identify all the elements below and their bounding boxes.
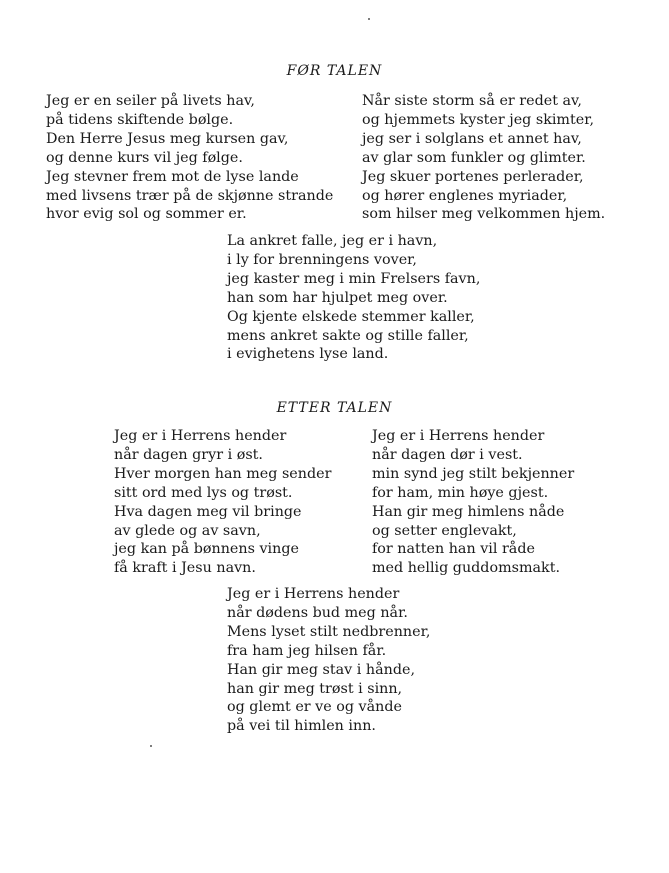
poem-line: og glemt er ve og vånde: [227, 699, 402, 716]
poem-line: han gir meg trøst i sinn,: [227, 680, 403, 697]
heading-etter-talen: ETTER TALEN: [276, 400, 393, 416]
poem-line: Hva dagen meg vil bringe: [114, 503, 302, 520]
poem-line: som hilser meg velkommen hjem.: [362, 206, 606, 223]
poem-line: jeg kan på bønnens vinge: [114, 541, 299, 558]
poem-line: fra ham jeg hilsen får.: [227, 642, 387, 659]
poem-line: av glede og av savn,: [114, 522, 261, 539]
poem-line: hvor evig sol og sommer er.: [46, 206, 247, 223]
poem-line: og hører englenes myriader,: [362, 187, 568, 204]
stanza-for-talen-3: [227, 232, 480, 364]
poem-line: Jeg er i Herrens hender: [227, 586, 400, 602]
paper-speck: [150, 745, 152, 747]
poem-line: Mens lyset stilt nedbrenner,: [227, 623, 431, 640]
poem-line: min synd jeg stilt bekjenner: [372, 465, 575, 482]
stanza-etter-talen-3: [227, 585, 430, 736]
paper-speck: [368, 18, 370, 20]
poem-line: Jeg stevner frem mot de lyse lande: [46, 168, 299, 185]
poem-line: på vei til himlen inn.: [227, 718, 376, 735]
poem-line: og setter englevakt,: [372, 522, 517, 539]
poem-line: Jeg skuer portenes perlerader,: [362, 168, 584, 185]
poem-line: med hellig guddomsmakt.: [372, 560, 560, 577]
stanza-etter-talen-2: [372, 427, 574, 578]
stanza-etter-talen-1: [114, 427, 331, 578]
poem-line: når dagen gryr i øst.: [114, 446, 263, 463]
poem-line: når dagen dør i vest.: [372, 446, 523, 463]
poem-line: Når siste storm så er redet av,: [362, 93, 582, 109]
poem-line: La ankret falle, jeg er i havn,: [227, 233, 438, 249]
poem-line: Jeg er i Herrens hender: [372, 428, 545, 444]
poem-line: Og kjente elskede stemmer kaller,: [227, 308, 475, 325]
poem-line: når dødens bud meg når.: [227, 604, 408, 621]
poem-line: og denne kurs vil jeg følge.: [46, 149, 243, 166]
poem-line: Jeg er en seiler på livets hav,: [46, 93, 255, 109]
poem-line: jeg kaster meg i min Frelsers favn,: [227, 270, 481, 287]
poem-line: av glar som funkler og glimter.: [362, 149, 586, 166]
poem-line: Hver morgen han meg sender: [114, 465, 332, 482]
poem-line: og hjemmets kyster jeg skimter,: [362, 111, 595, 128]
stanza-for-talen-1: [46, 92, 333, 224]
poem-line: Han gir meg himlens nåde: [372, 503, 565, 520]
poem-line: få kraft i Jesu navn.: [114, 560, 256, 577]
poem-line: i evighetens lyse land.: [227, 346, 389, 363]
poem-line: han som har hjulpet meg over.: [227, 289, 448, 306]
poem-line: sitt ord med lys og trøst.: [114, 484, 293, 501]
poem-line: Jeg er i Herrens hender: [114, 428, 287, 444]
poem-line: mens ankret sakte og stille faller,: [227, 327, 469, 344]
poem-line: Den Herre Jesus meg kursen gav,: [46, 130, 289, 147]
poem-line: Han gir meg stav i hånde,: [227, 661, 416, 678]
poem-line: for natten han vil råde: [372, 541, 535, 558]
stanza-for-talen-2: [362, 92, 605, 224]
heading-for-talen: FØR TALEN: [286, 63, 383, 79]
poem-line: med livsens trær på de skjønne strande: [46, 187, 334, 204]
poem-line: jeg ser i solglans et annet hav,: [362, 130, 582, 147]
poem-line: på tidens skiftende bølge.: [46, 111, 234, 128]
poem-line: for ham, min høye gjest.: [372, 484, 549, 501]
poem-line: i ly for brenningens vover,: [227, 251, 417, 268]
